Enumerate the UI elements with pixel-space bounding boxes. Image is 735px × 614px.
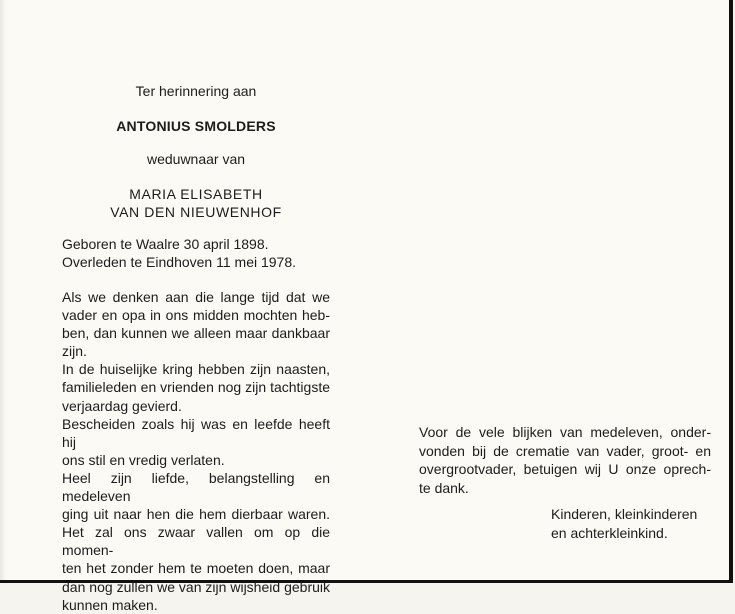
- memorial-text-line: Heel zijn liefde, belangstelling en medeleven: [62, 469, 330, 505]
- memorial-text-line: zijn.: [62, 343, 87, 360]
- memorial-text-line: dan nog zullen we van zijn wijsheid gebruik: [62, 578, 330, 595]
- thanks-text: [419, 423, 711, 497]
- death-line: Overleden te Eindhoven 11 mei 1978.: [62, 254, 297, 271]
- intro-text: Ter herinnering aan: [135, 83, 257, 99]
- signature-line: Kinderen, kleinkinderen: [551, 506, 698, 522]
- memorial-text-line: ben, dan kunnen we alleen maar dankbaar: [62, 325, 330, 342]
- memorial-text-line: familieleden en vrienden nog zijn tachtigste: [62, 379, 330, 396]
- memorial-text-line: kunnen maken.: [62, 596, 158, 613]
- thanks-text-line: vonden bij de crematie van vader, groot- en: [419, 442, 711, 459]
- memorial-text-line: Als we denken aan die lange tijd dat we: [62, 289, 330, 305]
- memorial-text-line: ging uit naar hen die hem dierbaar waren.: [62, 506, 330, 523]
- thanks-text-line: overgrootvader, betuigen wij U onze oprech-: [419, 461, 711, 477]
- memorial-text-line: ten het zonder hem te moeten doen, maar: [62, 560, 330, 577]
- signature-line: en achterkleinkind.: [551, 524, 668, 541]
- spouse-name-line1: MARIA ELISABETH: [129, 186, 263, 202]
- memorial-text-line: ons stil en vredig verlaten.: [62, 451, 225, 468]
- memorial-text-line: Het zal ons zwaar vallen om op die momen-: [62, 524, 330, 559]
- memorial-text-line: Bescheiden zoals hij was en leefde heeft hij: [62, 415, 330, 450]
- memorial-text-line: verjaardag gevierd.: [62, 397, 182, 414]
- memorial-text-line: In de huiselijke kring hebben zijn naasten,: [62, 361, 330, 378]
- signature-block: [551, 505, 721, 542]
- scan-edge: [0, 0, 6, 580]
- relation-text: weduwnaar van: [146, 151, 246, 167]
- life-dates: [62, 235, 330, 271]
- thanks-text-line: Voor de vele blijken van medeleven, onder-: [419, 424, 711, 440]
- birth-line: Geboren te Waalre 30 april 1898.: [62, 236, 269, 252]
- thanks-text-line: te dank.: [419, 479, 469, 496]
- deceased-name: ANTONIUS SMOLDERS: [116, 118, 276, 134]
- memorial-text-line: vader en opa in ons midden mochten heb-: [62, 307, 330, 324]
- memorial-text: [62, 288, 330, 614]
- spouse-name-line2: VAN DEN NIEUWENHOF: [110, 204, 282, 220]
